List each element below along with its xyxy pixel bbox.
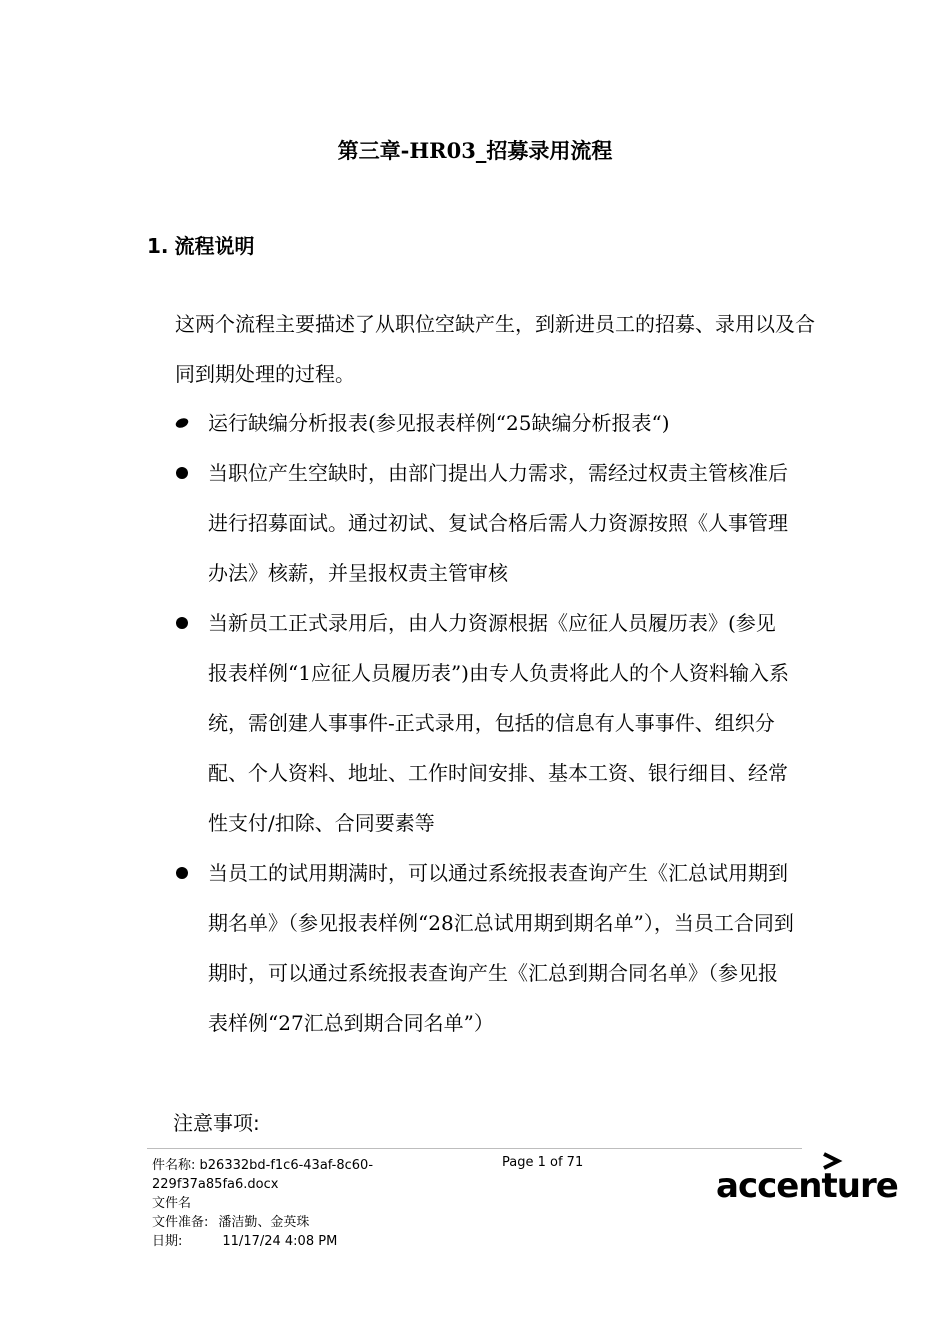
list-item (175, 448, 795, 598)
date-label: 日期: (152, 1234, 183, 1249)
list-item (175, 398, 795, 448)
footer-file-info (152, 1156, 373, 1251)
bullet-text: 当员工的试用期满时，可以通过系统报表查询产生《汇总试用期到期名单》（参见报表样例“28汇总试用期到期名单”），当员工合同到期时，可以通过系统报表查询产生《汇总到期合同名单》（参见报表样例“27汇总到期合同名单”） (208, 861, 794, 1035)
bullet-text: 当新员工正式录用后，由人力资源根据《应征人员履历表》(参见报表样例“1应征人员履历表”)由专人负责将此人的个人资料输入系统，需创建人事事件-正式录用，包括的信息有人事事件、组织分配、个人资料、地址、工作时间安排、基本工资、银行细目、经常性支付/扣除、合同要素等 (208, 611, 789, 835)
bullet-dot-icon (176, 467, 188, 479)
bullet-dot-icon (176, 867, 188, 879)
footer-prepared (152, 1213, 373, 1232)
intro-paragraph: 这两个流程主要描述了从职位空缺产生，到新进员工的招募、录用以及合同到期处理的过程。 (175, 312, 815, 386)
bullet-list (175, 398, 795, 1048)
prepared-label: 文件准备: (152, 1215, 209, 1230)
list-item (175, 848, 795, 1048)
bullet-text: 当职位产生空缺时，由部门提出人力需求，需经过权责主管核准后进行招募面试。通过初试、复试合格后需人力资源按照《人事管理办法》核薪，并呈报权责主管审核 (208, 461, 788, 585)
footer-date (152, 1232, 373, 1251)
notes-heading: 注意事项: (173, 1111, 260, 1135)
footer-divider (147, 1148, 802, 1149)
date-value: 11/17/24 4:08 PM (222, 1234, 338, 1249)
section-heading (147, 230, 255, 259)
section-number: 1. (147, 234, 169, 258)
page-number: Page 1 of 71 (502, 1155, 584, 1170)
list-item (175, 598, 795, 848)
bullet-dot-icon (176, 617, 188, 629)
prepared-by: 潘洁勤、金英珠 (218, 1215, 310, 1230)
section-heading-text: 流程说明 (174, 234, 255, 258)
file-name-value: b26332bd-f1c6-43af-8c60- (199, 1158, 374, 1173)
accenture-logo (712, 1150, 902, 1210)
chapter-title: 第三章-HR03_招募录用流程 (337, 138, 613, 163)
file-label: 文件名 (152, 1196, 192, 1211)
logo-text: accenture (716, 1166, 898, 1206)
bullet-text: 运行缺编分析报表(参见报表样例“25缺编分析报表“) (208, 411, 670, 435)
file-name-label: 件名称: (152, 1158, 196, 1173)
bullet-dot-icon (174, 418, 189, 428)
file-name-value-cont: 229f37a85fa6.docx (152, 1177, 279, 1192)
footer-file-name (152, 1156, 373, 1175)
